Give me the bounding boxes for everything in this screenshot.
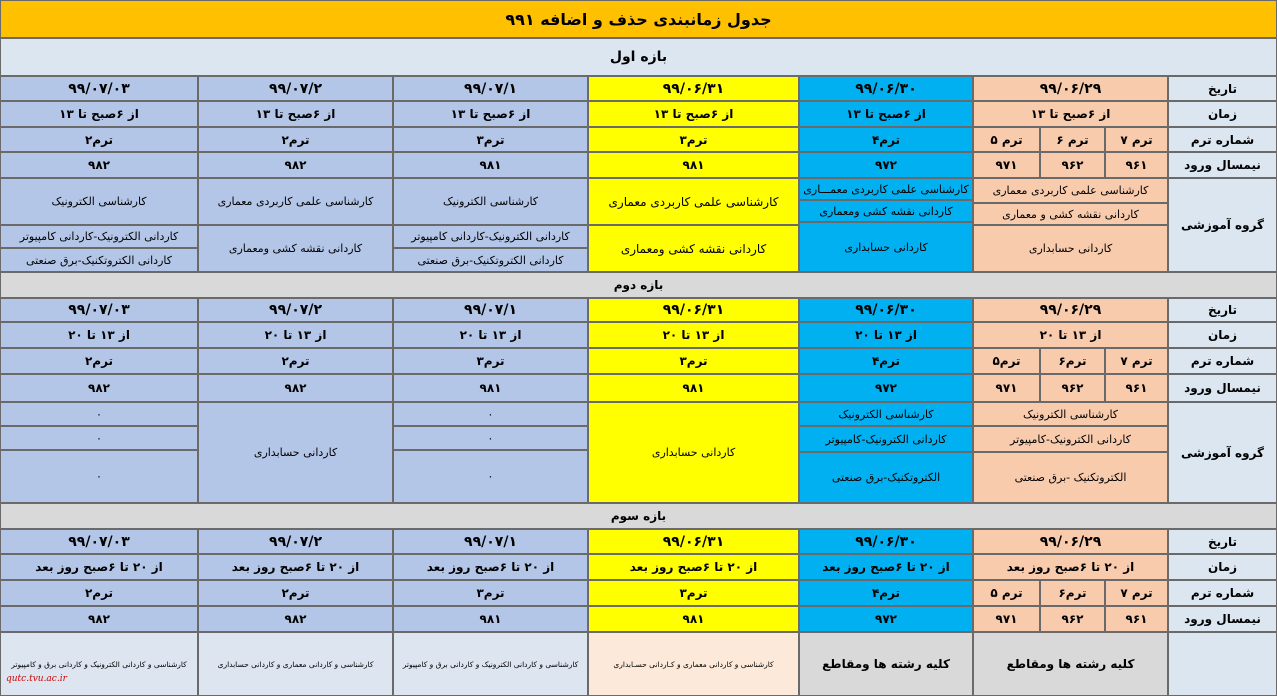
row-label-group: گروه آموزشی (1168, 402, 1277, 503)
row-label-term: شماره ترم (1168, 127, 1277, 152)
term-cell: ترم۳ (588, 580, 799, 606)
entry-cell: ۹۸۲ (198, 152, 393, 178)
group-cell: ۰ (0, 450, 198, 503)
group-cell: کارشناسی علمی کاربردی معماری (973, 178, 1168, 203)
group-cell: کارشناسی علمی کاربردی معماری (588, 178, 799, 225)
time-cell: از ۲۰ تا ۶صبح روز بعد (973, 554, 1168, 580)
time-cell: از ۶صبح تا ۱۳ (0, 101, 198, 127)
date-cell: ۹۹/۰۶/۳۰ (799, 298, 973, 322)
time-cell: از ۶صبح تا ۱۳ (198, 101, 393, 127)
group-cell: کاردانی نقشه کشی ومعماری (799, 200, 973, 222)
entry-cell: ۹۷۲ (799, 152, 973, 178)
entry-cell: ۹۶۲ (1040, 152, 1105, 178)
entry-cell: ۹۷۲ (799, 606, 973, 632)
time-cell: از ۲۰ تا ۶صبح روز بعد (393, 554, 588, 580)
entry-cell: ۹۸۱ (393, 606, 588, 632)
entry-cell: ۹۶۲ (1040, 374, 1105, 402)
date-cell: ۹۹/۰۷/۰۳ (0, 298, 198, 322)
group-cell: کارشناسی الکترونیک (393, 178, 588, 225)
group-cell: کاردانی الکترونیک-کاردانی کامپیوتر (0, 225, 198, 248)
entry-cell: ۹۸۱ (588, 374, 799, 402)
group-cell: کارشناسی و کاردانی الکترونیک و کاردانی برق و کامپیوتر (0, 632, 198, 696)
entry-cell: ۹۶۲ (1040, 606, 1105, 632)
term-cell: ترم۲ (0, 127, 198, 152)
row-label-term: شماره ترم (1168, 580, 1277, 606)
entry-cell: ۹۸۲ (198, 374, 393, 402)
entry-cell: ۹۷۱ (973, 606, 1040, 632)
time-cell: از ۱۳ تا ۲۰ (198, 322, 393, 348)
date-cell: ۹۹/۰۶/۲۹ (973, 529, 1168, 554)
empty-label-cell (1168, 632, 1277, 696)
group-cell: کلیه رشته ها ومقاطع (973, 632, 1168, 696)
entry-cell: ۹۸۱ (393, 374, 588, 402)
date-cell: ۹۹/۰۷/۱ (393, 529, 588, 554)
group-cell: کارشناسی الکترونیک (0, 178, 198, 225)
time-cell: از ۲۰ تا ۶صبح روز بعد (799, 554, 973, 580)
group-cell: کاردانی حسابداری (973, 225, 1168, 272)
group-cell: کاردانی حسابداری (799, 222, 973, 272)
row-label-date: تاریخ (1168, 529, 1277, 554)
row-label-term: شماره ترم (1168, 348, 1277, 374)
time-cell: از ۱۳ تا ۲۰ (393, 322, 588, 348)
term-cell: ترم۴ (799, 580, 973, 606)
time-cell: از ۶صبح تا ۱۳ (588, 101, 799, 127)
row-label-date: تاریخ (1168, 76, 1277, 101)
time-cell: از ۱۳ تا ۲۰ (588, 322, 799, 348)
term-cell: ترم ۷ (1105, 348, 1168, 374)
time-cell: از ۶صبح تا ۱۳ (799, 101, 973, 127)
entry-cell: ۹۸۲ (198, 606, 393, 632)
group-cell: کاردانی حسابداری (198, 402, 393, 503)
period-header: بازه دوم (0, 272, 1277, 298)
group-cell: کاردانی الکترونیک-کاردانی کامپیوتر (393, 225, 588, 248)
row-label-group: گروه آموزشی (1168, 178, 1277, 272)
entry-cell: ۹۸۲ (0, 152, 198, 178)
date-cell: ۹۹/۰۶/۲۹ (973, 76, 1168, 101)
row-label-time: زمان (1168, 554, 1277, 580)
row-label-entry: نیمسال ورود (1168, 374, 1277, 402)
group-cell: ۰ (393, 450, 588, 503)
date-cell: ۹۹/۰۶/۳۰ (799, 529, 973, 554)
time-cell: از ۲۰ تا ۶صبح روز بعد (0, 554, 198, 580)
page-title: جدول زمانبندی حذف و اضافه ۹۹۱ (0, 0, 1277, 38)
group-cell: کارشناسی علمی کاربردی معماری (198, 178, 393, 225)
group-cell: کاردانی نقشه کشی ومعماری (588, 225, 799, 272)
term-cell: ترم ۷ (1105, 127, 1168, 152)
term-cell: ترم۶ (1040, 580, 1105, 606)
term-cell: ترم۲ (198, 127, 393, 152)
time-cell: از ۲۰ تا ۶صبح روز بعد (198, 554, 393, 580)
site-watermark: qutc.tvu.ac.ir (6, 674, 67, 684)
row-label-time: زمان (1168, 322, 1277, 348)
date-cell: ۹۹/۰۶/۳۱ (588, 298, 799, 322)
date-cell: ۹۹/۰۷/۰۳ (0, 76, 198, 101)
date-cell: ۹۹/۰۷/۱ (393, 76, 588, 101)
term-cell: ترم۳ (393, 348, 588, 374)
date-cell: ۹۹/۰۶/۳۰ (799, 76, 973, 101)
term-cell: ترم۳ (588, 127, 799, 152)
term-cell: ترم۳ (393, 127, 588, 152)
group-cell: کارشناسی و کاردانی الکترونیک و کاردانی برق و کامپیوتر (393, 632, 588, 696)
group-cell: کارشناسی علمی کاربردی معمـــاری (799, 178, 973, 200)
entry-cell: ۹۷۱ (973, 152, 1040, 178)
term-cell: ترم ۶ (1040, 127, 1105, 152)
entry-cell: ۹۷۲ (799, 374, 973, 402)
entry-cell: ۹۸۲ (0, 374, 198, 402)
term-cell: ترم ۷ (1105, 580, 1168, 606)
entry-cell: ۹۸۱ (588, 606, 799, 632)
group-cell: کاردانی الکتروتکنیک-برق صنعتی (0, 248, 198, 272)
date-cell: ۹۹/۰۷/۲ (198, 76, 393, 101)
group-cell: کاردانی الکترونیک-کامپیوتر (973, 426, 1168, 452)
entry-cell: ۹۸۱ (588, 152, 799, 178)
term-cell: ترم۳ (588, 348, 799, 374)
group-cell: کاردانی نقشه کشی و معماری (973, 203, 1168, 225)
term-cell: ترم ۵ (973, 580, 1040, 606)
term-cell: ترم ۵ (973, 127, 1040, 152)
group-cell: کلیه رشته ها ومقاطع (799, 632, 973, 696)
entry-cell: ۹۶۱ (1105, 374, 1168, 402)
time-cell: از ۱۳ تا ۲۰ (799, 322, 973, 348)
group-cell: کاردانی نقشه کشی ومعماری (198, 225, 393, 272)
group-cell: کارشناسی الکترونیک (799, 402, 973, 426)
entry-cell: ۹۶۱ (1105, 606, 1168, 632)
group-cell: کارشناسی و کاردانی معماری و کـاردانی حسـابداری (588, 632, 799, 696)
period-header: بازه سوم (0, 503, 1277, 529)
group-cell: الکتروتکنیک -برق صنعتی (973, 452, 1168, 503)
term-cell: ترم۳ (393, 580, 588, 606)
date-cell: ۹۹/۰۷/۰۳ (0, 529, 198, 554)
term-cell: ترم۵ (973, 348, 1040, 374)
time-cell: از ۱۳ تا ۲۰ (0, 322, 198, 348)
date-cell: ۹۹/۰۷/۱ (393, 298, 588, 322)
term-cell: ترم۶ (1040, 348, 1105, 374)
term-cell: ترم۴ (799, 348, 973, 374)
date-cell: ۹۹/۰۶/۳۱ (588, 529, 799, 554)
time-cell: از ۱۳ تا ۲۰ (973, 322, 1168, 348)
term-cell: ترم۴ (799, 127, 973, 152)
group-cell: کاردانی الکترونیک-کامپیوتر (799, 426, 973, 452)
entry-cell: ۹۸۱ (393, 152, 588, 178)
group-cell: کارشناسی الکترونیک (973, 402, 1168, 426)
group-cell: الکتروتکنیک-برق صنعتی (799, 452, 973, 503)
date-cell: ۹۹/۰۶/۲۹ (973, 298, 1168, 322)
time-cell: از ۶صبح تا ۱۳ (393, 101, 588, 127)
term-cell: ترم۲ (0, 348, 198, 374)
term-cell: ترم۲ (0, 580, 198, 606)
group-cell: کارشناسی و کاردانی معماری و کاردانی حسابداری (198, 632, 393, 696)
group-cell: کاردانی الکتروتکنیک-برق صنعتی (393, 248, 588, 272)
group-cell: ۰ (0, 426, 198, 450)
group-cell: ۰ (393, 402, 588, 426)
group-cell: کاردانی حسابداری (588, 402, 799, 503)
row-label-time: زمان (1168, 101, 1277, 127)
date-cell: ۹۹/۰۶/۳۱ (588, 76, 799, 101)
entry-cell: ۹۶۱ (1105, 152, 1168, 178)
entry-cell: ۹۷۱ (973, 374, 1040, 402)
period-header: بازه اول (0, 38, 1277, 76)
time-cell: از ۲۰ تا ۶صبح روز بعد (588, 554, 799, 580)
group-cell: ۰ (393, 426, 588, 450)
row-label-entry: نیمسال ورود (1168, 152, 1277, 178)
group-cell: ۰ (0, 402, 198, 426)
row-label-entry: نیمسال ورود (1168, 606, 1277, 632)
date-cell: ۹۹/۰۷/۲ (198, 529, 393, 554)
entry-cell: ۹۸۲ (0, 606, 198, 632)
row-label-date: تاریخ (1168, 298, 1277, 322)
date-cell: ۹۹/۰۷/۲ (198, 298, 393, 322)
term-cell: ترم۲ (198, 580, 393, 606)
term-cell: ترم۲ (198, 348, 393, 374)
time-cell: از ۶صبح تا ۱۳ (973, 101, 1168, 127)
